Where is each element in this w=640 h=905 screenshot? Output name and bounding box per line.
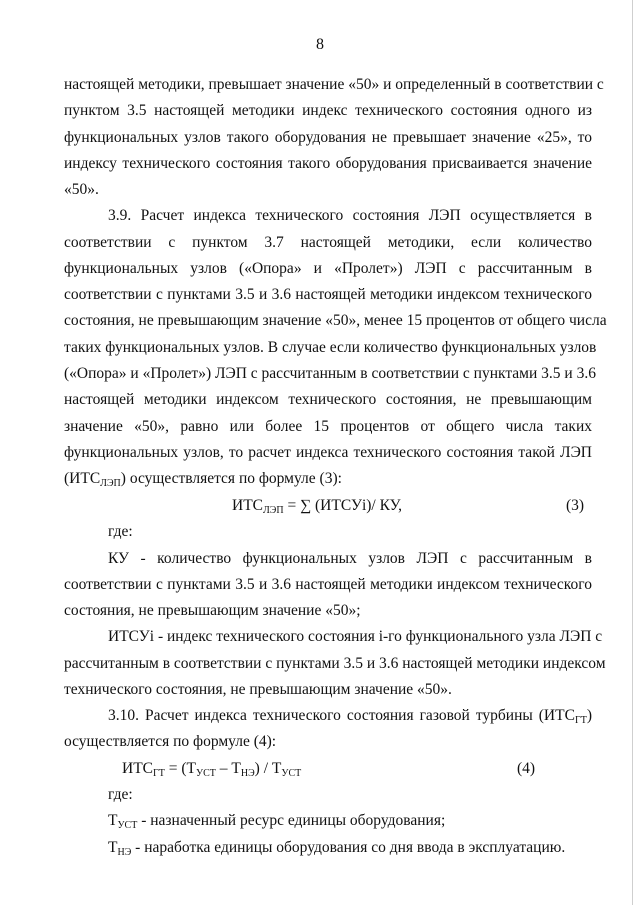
subscript: УСТ <box>196 768 216 779</box>
text-line: настоящей методики индексом технического состояния, не превышающим <box>64 391 592 408</box>
page-spine-shadow <box>632 0 633 905</box>
text-line: функциональных узлов такого оборудования не превышает значение «25», то <box>64 129 592 146</box>
text-run: (ИТС <box>64 470 101 487</box>
text-line: состояния, не превышающим значение «50», менее 15 процентов от общего числа <box>64 312 607 329</box>
text-run: Т <box>108 812 118 829</box>
text-line: «50». <box>64 181 99 198</box>
formula-run: ИТС <box>122 760 153 777</box>
text-line: функциональных узлов («Опора» и «Пролет») ЛЭП с рассчитанным в <box>64 260 592 277</box>
text-run: ) <box>586 707 592 724</box>
text-line: где: <box>108 523 133 540</box>
text-line: соответствии с пунктами 3.5 и 3.6 настоящей методики индексом технического <box>64 576 592 593</box>
text-line: функциональных узлов, то расчет индекса технического состояния такой ЛЭП <box>64 444 592 461</box>
formula-run: = ∑ (ИТСУi)/ КУ, <box>283 497 402 514</box>
subscript: ГТ <box>574 715 587 726</box>
text-run: 3.10. Расчет индекса технического состояния газовой турбины (ИТС <box>108 707 575 724</box>
text-line: технического состояния, не превышающим значение «50». <box>64 681 452 698</box>
subscript: УСТ <box>117 820 138 831</box>
subscript: УСТ <box>281 768 302 779</box>
text-line: где: <box>108 786 133 803</box>
text-line <box>64 469 592 489</box>
formula-run: = (Т <box>164 760 197 777</box>
text-line: 3.9. Расчет индекса технического состояния ЛЭП осуществляется в <box>108 207 592 224</box>
text-line: настоящей методики, превышает значение «50» и определенный в соответствии с <box>64 76 604 93</box>
formula-number: (3) <box>566 497 585 514</box>
subscript: НЭ <box>240 768 255 779</box>
text-line: соответствии с пунктами 3.5 и 3.6 настоящей методики индексом технического <box>64 286 592 303</box>
text-line: индексу технического состояния такого оборудования присваивается значение <box>64 155 592 172</box>
text-line: таких функциональных узлов. В случае если количество функциональных узлов <box>64 339 597 356</box>
text-line: рассчитанным в соответствии с пунктами 3.5 и 3.6 настоящей методики индексом <box>64 655 606 672</box>
subscript: ГТ <box>153 768 165 779</box>
text-run: - наработка единицы оборудования со дня ввода в эксплуатацию. <box>131 839 566 856</box>
text-line: осуществляется по формуле (4): <box>64 733 277 750</box>
text-line: состояния, не превышающим значение «50»; <box>64 602 361 619</box>
text-line: соответствии с пунктом 3.7 настоящей методики, если количество <box>64 234 592 251</box>
formula-4 <box>122 759 301 779</box>
text-line: («Опора» и «Пролет») ЛЭП с рассчитанным в соответствии с пунктами 3.5 и 3.6 <box>64 365 596 382</box>
text-line: ИТСУi - индекс технического состояния i-го функционального узла ЛЭП с <box>108 628 603 645</box>
page-number: 8 <box>316 36 324 53</box>
text-line <box>108 811 636 831</box>
formula-3 <box>232 496 402 516</box>
text-line: пунктом 3.5 настоящей методики индекс технического состояния одного из <box>64 102 592 119</box>
text-line: значение «50», равно или более 15 процентов от общего числа таких <box>64 418 592 435</box>
text-run: ) осуществляется по формуле (3): <box>120 470 342 487</box>
formula-run: ) / Т <box>254 760 282 777</box>
formula-number: (4) <box>517 760 536 777</box>
text-line <box>108 706 592 726</box>
text-line: КУ - количество функциональных узлов ЛЭП с рассчитанным в <box>108 550 592 567</box>
text-run: - назначенный ресурс единицы оборудования; <box>137 812 446 829</box>
subscript: ЛЭП <box>100 478 121 489</box>
text-line <box>108 838 636 858</box>
subscript: ЛЭП <box>263 505 284 516</box>
formula-run: ИТС <box>232 497 263 514</box>
text-run: Т <box>108 839 118 856</box>
formula-run: – Т <box>215 760 241 777</box>
subscript: НЭ <box>117 847 132 858</box>
